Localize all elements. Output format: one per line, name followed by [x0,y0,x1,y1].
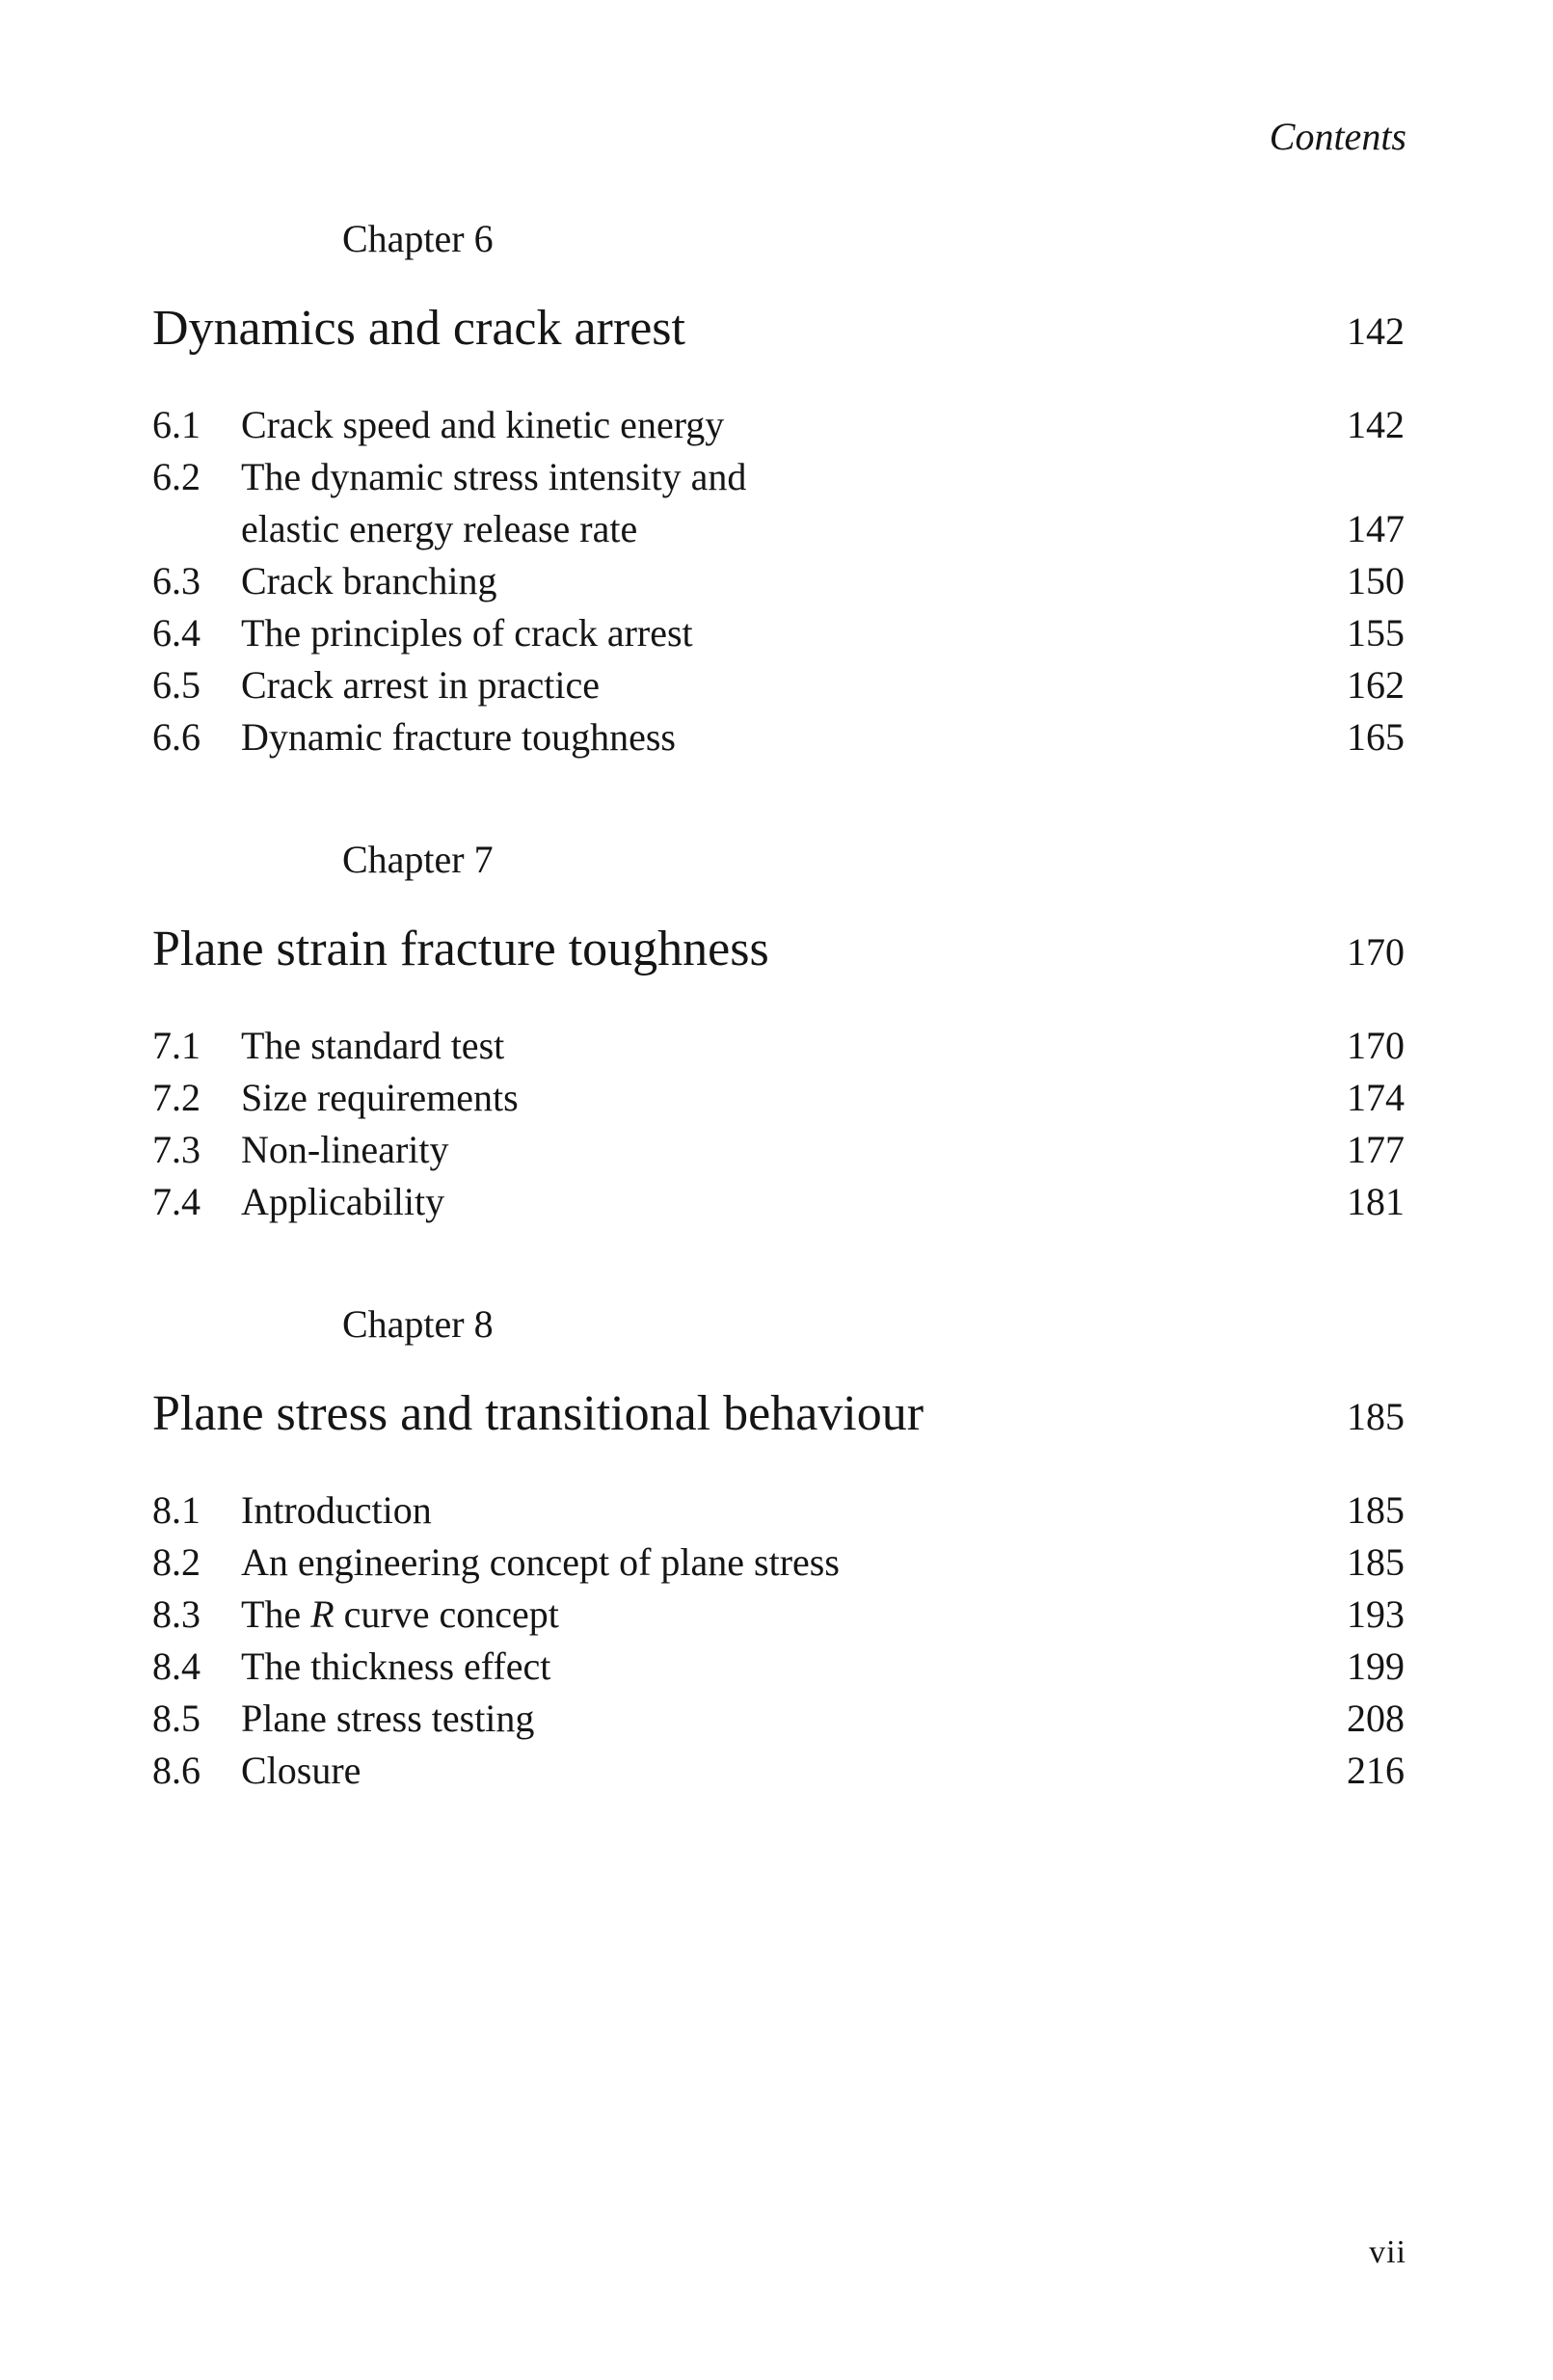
section-page-number: 147 [1347,507,1405,550]
section-page-number: 150 [1347,559,1405,602]
section-page-number: 208 [1347,1697,1405,1740]
chapter-label: Chapter 8 [342,1302,494,1346]
toc-entry [152,399,1406,451]
section-page-number: 181 [1347,1180,1405,1223]
chapter-8 [152,1296,1406,1797]
section-title: Non-linearity [241,1128,449,1171]
section-number: 7.2 [152,1076,201,1119]
section-page-number: 177 [1347,1128,1405,1171]
section-page-number: 216 [1347,1749,1405,1792]
chapter-title: Plane strain fracture toughness [152,922,769,976]
section-page-number: 155 [1347,611,1405,655]
section-number: 7.3 [152,1128,201,1171]
chapter-heading-row [152,1385,1406,1455]
section-title: The thickness effect [241,1645,551,1688]
section-number: 7.1 [152,1024,201,1067]
section-title [241,1589,1318,1641]
section-number: 8.6 [152,1749,201,1792]
toc-entry [152,555,1406,607]
chapter-7 [152,831,1406,1228]
section-page-number: 170 [1347,1024,1405,1067]
section-title: Plane stress testing [241,1697,535,1740]
toc-entry [152,1124,1406,1176]
section-number: 8.4 [152,1645,201,1688]
section-list [152,399,1406,763]
section-title-text: curve concept [334,1592,559,1636]
section-number: 6.4 [152,611,201,655]
chapter-6 [152,210,1406,763]
section-number: 8.5 [152,1697,201,1740]
toc-entry [152,711,1406,763]
toc-entry [152,1484,1406,1537]
chapter-heading-row [152,921,1406,990]
section-title: Closure [241,1749,361,1792]
section-number: 6.5 [152,663,201,707]
section-page-number: 142 [1347,403,1405,446]
chapter-label: Chapter 7 [342,838,494,881]
section-page-number: 199 [1347,1645,1405,1688]
chapter-title: Dynamics and crack arrest [152,301,685,356]
section-title-italic: R [310,1592,335,1636]
running-head: Contents [1269,115,1406,158]
chapter-title: Plane stress and transitional behaviour [152,1386,924,1441]
section-number: 8.2 [152,1540,201,1584]
toc-entry [152,659,1406,711]
toc-entry [152,451,1406,555]
section-title: Dynamic fracture toughness [241,715,676,759]
chapter-label: Chapter 6 [342,217,494,260]
section-page-number: 162 [1347,663,1405,707]
section-list [152,1484,1406,1797]
section-title-line: The dynamic stress intensity and [241,455,747,498]
section-number: 6.1 [152,403,201,446]
section-number: 6.2 [152,455,201,498]
section-page-number: 185 [1347,1488,1405,1532]
section-page-number: 185 [1347,1540,1405,1584]
section-title: Crack arrest in practice [241,663,601,707]
toc-entry [152,607,1406,659]
section-title [241,451,1318,555]
section-number: 6.6 [152,715,201,759]
chapter-page-number: 142 [1347,309,1405,353]
section-list [152,1020,1406,1228]
section-title: The standard test [241,1024,505,1067]
toc-entry [152,1745,1406,1797]
toc-entry [152,1020,1406,1072]
section-title: Introduction [241,1488,432,1532]
section-page-number: 165 [1347,715,1405,759]
toc-entry [152,1537,1406,1589]
toc-entry [152,1589,1406,1641]
section-title-line: elastic energy release rate [241,507,638,550]
toc-entry [152,1641,1406,1693]
toc-entry [152,1693,1406,1745]
section-title: Crack branching [241,559,497,602]
chapter-page-number: 185 [1347,1395,1405,1438]
section-number: 8.1 [152,1488,201,1532]
section-title: Applicability [241,1180,445,1223]
section-title: Crack speed and kinetic energy [241,403,725,446]
section-number: 8.3 [152,1592,201,1636]
section-number: 6.3 [152,559,201,602]
section-title: Size requirements [241,1076,519,1119]
toc-entry [152,1176,1406,1228]
section-title: An engineering concept of plane stress [241,1540,840,1584]
section-page-number: 193 [1347,1592,1405,1636]
section-title-text: The [241,1592,311,1636]
toc-entry [152,1072,1406,1124]
section-title: The principles of crack arrest [241,611,693,655]
chapter-page-number: 170 [1347,930,1405,974]
section-number: 7.4 [152,1180,201,1223]
page-folio: vii [1369,2234,1406,2270]
chapter-heading-row [152,300,1406,369]
section-page-number: 174 [1347,1076,1405,1119]
